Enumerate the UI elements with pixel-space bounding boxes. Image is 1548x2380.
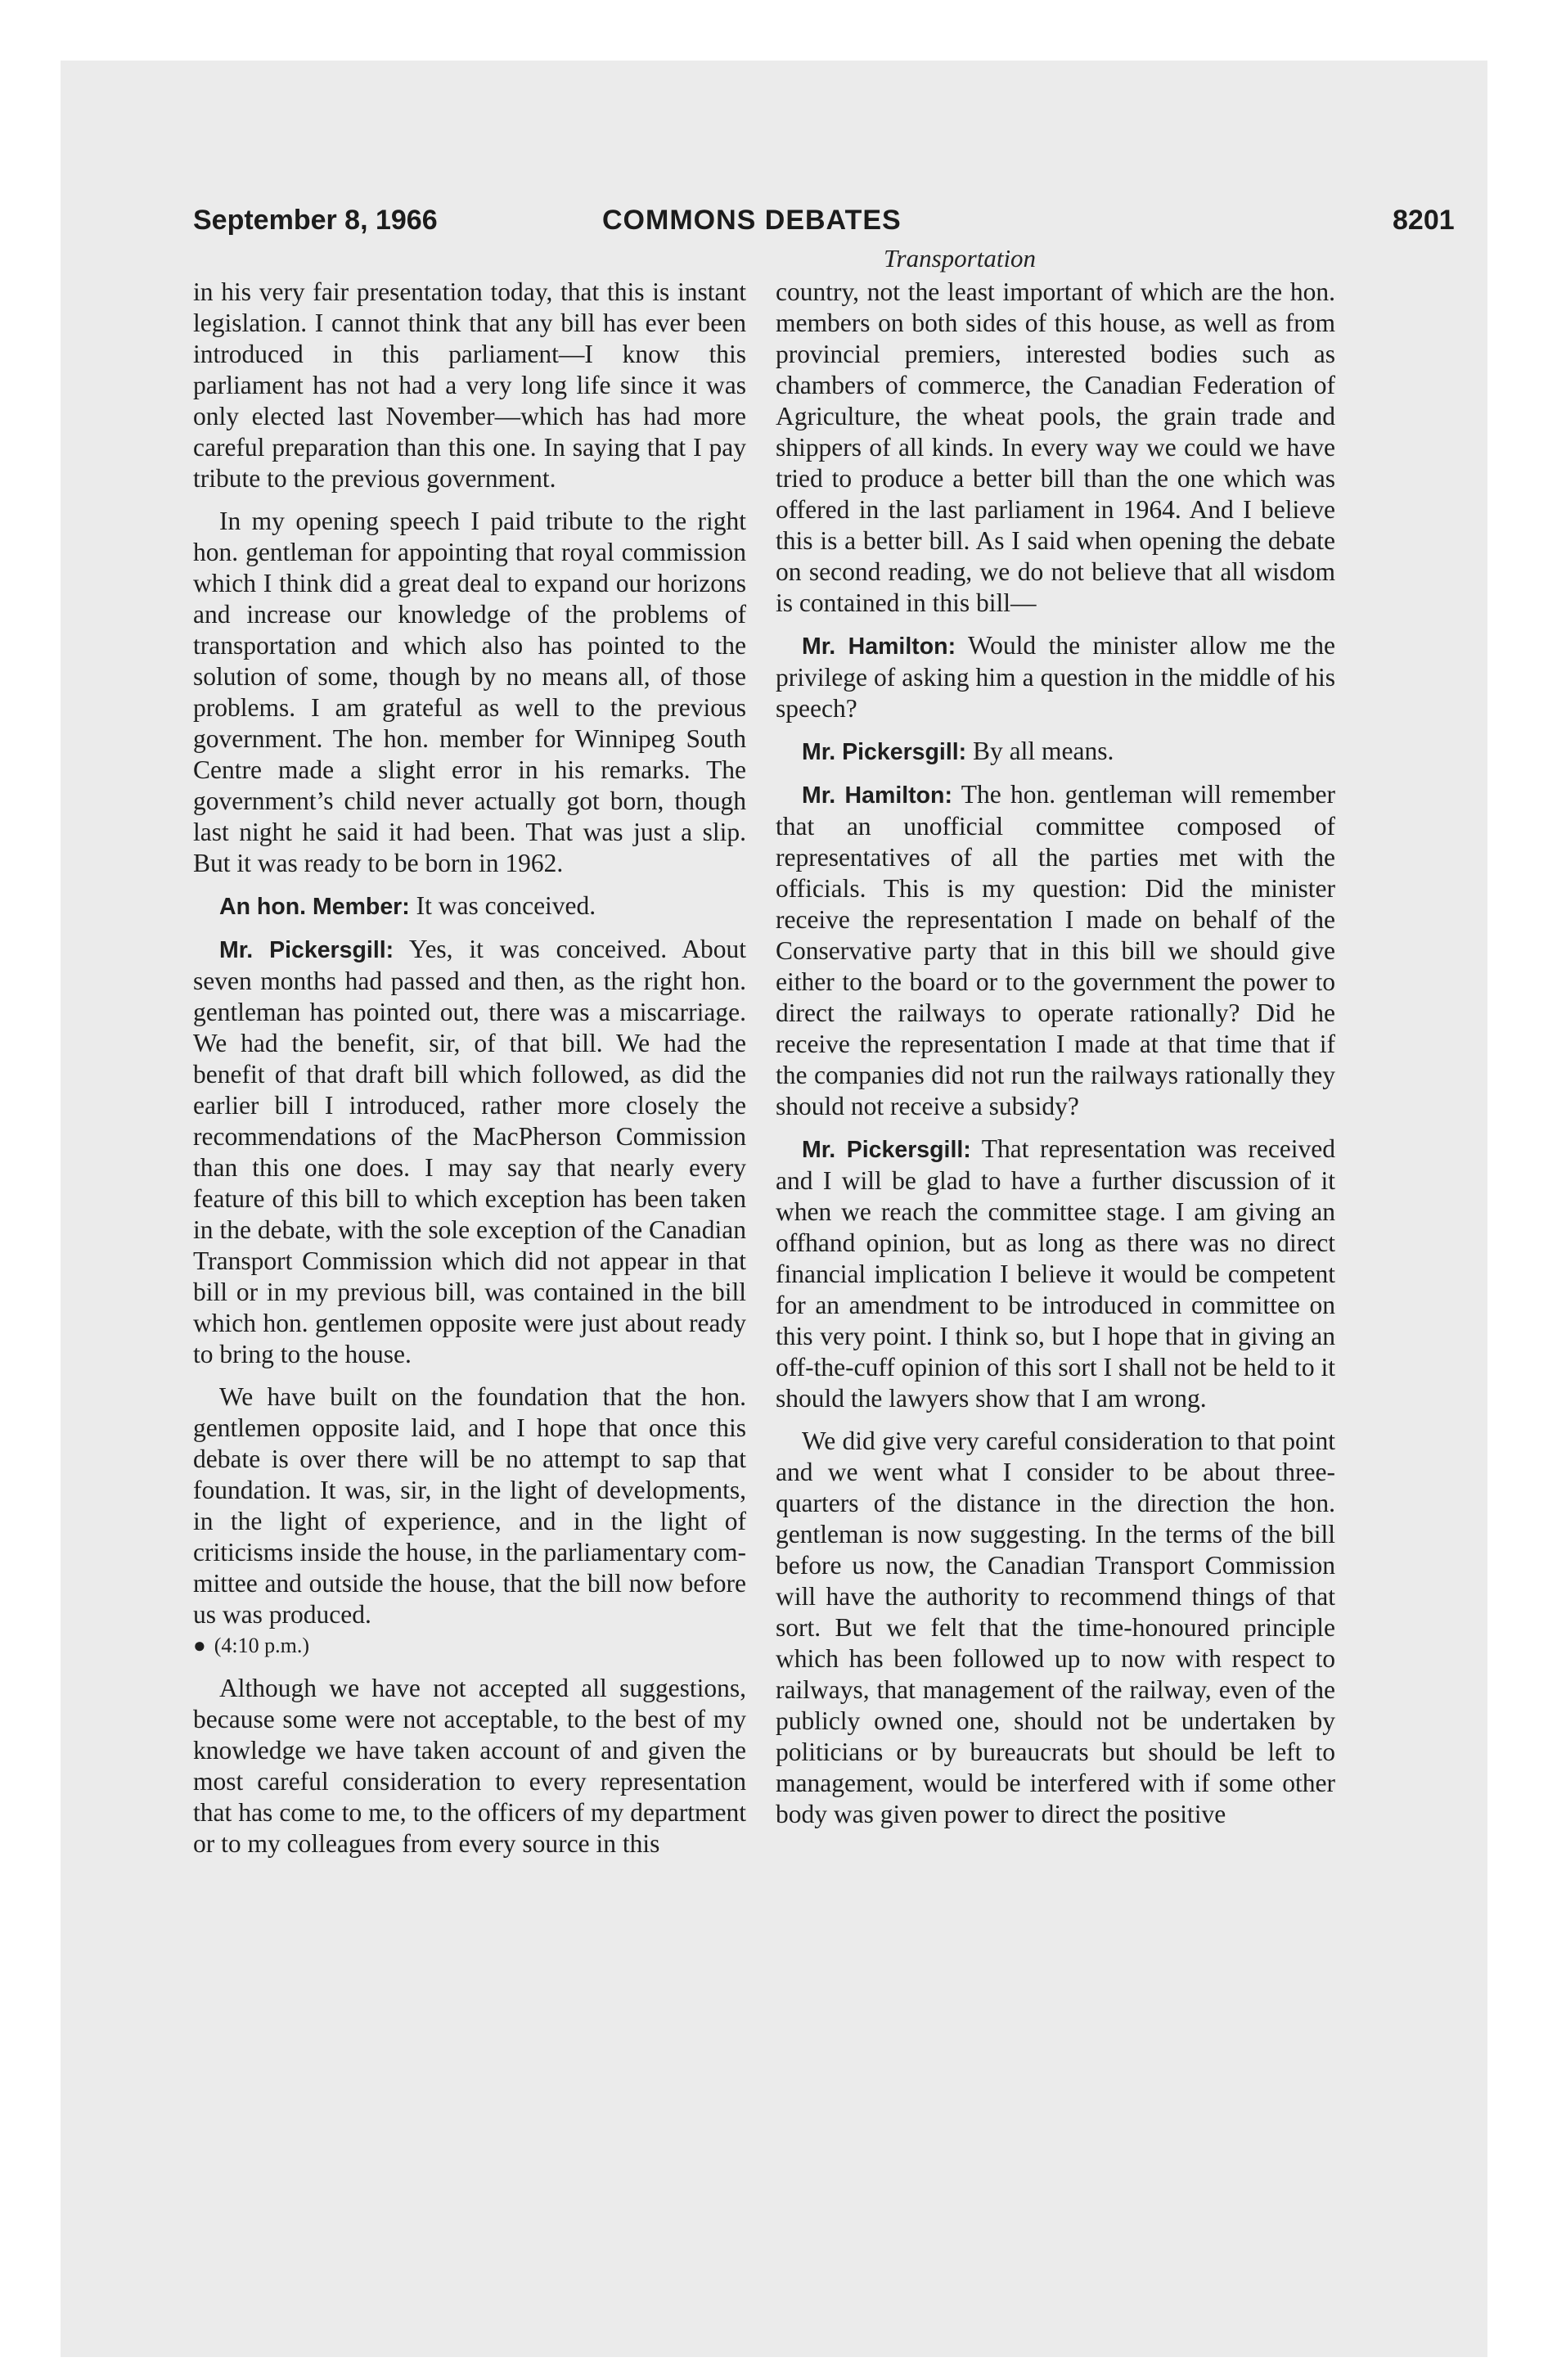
speech-paragraph	[776, 1134, 1335, 1414]
header-date: September 8, 1966	[193, 205, 438, 236]
speech-text: Yes, it was conceived. About seven months had passed and then, as the right hon. gentleman has pointed out, there was a miscarriage. We had the benefit, sir, of that bill. We had the benefit of that draft bill which followed, as did the earlier bill I introduced, rather more closely the recommendations of the MacPherson Commission than this one does. I may say that nearly every feature of this bill to which exception has been taken in the debate, with the sole exception of the Canadian Transport Commission which did not appear in that bill or in my previous bill, was contained in the bill which hon. gentlemen opposite were just about ready to bring to the house.	[193, 935, 747, 1368]
time-marker	[193, 1630, 746, 1661]
speech-paragraph	[776, 630, 1335, 724]
paragraph: country, not the least important of which are the hon. members on both sides of this house, as well as from provincial premiers, interested bodies such as chambers of commerce, the Canadian Federation of Agriculture, the wheat pools, the grain trade and shippers of all kinds. In every way we could we have tried to produce a better bill than the one which was offered in the last parliament in 1964. And I believe this is a better bill. As I said when opening the debate on second reading, we do not believe that all wisdom is contained in this bill—	[776, 277, 1335, 617]
speaker-name: Mr. Hamilton:	[802, 782, 952, 809]
header-title: COMMONS DEBATES	[602, 205, 902, 236]
speaker-name: An hon. Member:	[219, 894, 410, 920]
page-number: 8201	[1393, 205, 1455, 236]
speech-text: By all means.	[973, 737, 1114, 765]
left-column	[193, 277, 746, 1859]
time-text: (4:10 p.m.)	[214, 1634, 309, 1657]
paragraph: In my opening speech I paid tribute to the right hon. gentleman for appointing that royal commission which I think did a great deal to expand our horizons and increase our knowledge of the problems of transportation and which also has pointed to the solution of some, though by no means all, of those problems. I am grateful as well to the previous government. The hon. member for Winnipeg South Centre made a slight error in his remarks. The government’s child never actually got born, though last night he said it had been. That was just a slip. But it was ready to be born in 1962.	[193, 507, 746, 877]
speech-text: The hon. gentleman will remember that an unofficial committee composed of representatives of all the parties met with the officials. This is my question: Did the minister receive the representation I made on behalf of the Conservative party that in this bill we should give either to the board or to the government the power to direct the railways to operate rationally? Did he receive the representation I made at that time that if the companies did not run the railways rationally they should not receive a subsidy?	[776, 780, 1335, 1120]
speech-paragraph	[776, 779, 1335, 1122]
speaker-name: Mr. Pickersgill:	[219, 937, 394, 963]
speech-text: It was conceived.	[416, 891, 596, 920]
bullet-icon: ●	[193, 1634, 206, 1657]
right-column	[776, 277, 1335, 1830]
speaker-name: Mr. Hamilton:	[802, 633, 956, 660]
speech-text: That representation was received and I will be glad to have a further discussion of it when we reach the committee stage. I am giving an offhand opinion, but as long as there was no direct financial implication I believe it would be competent for an amendment to be introduced in committee on this very point. I think so, but I hope that in giving an off-the-cuff opinion of this sort I shall not be held to it should the lawyers show that I am wrong.	[776, 1134, 1336, 1413]
speech-paragraph	[776, 736, 1335, 768]
paragraph: in his very fair presentation today, that this is instant legislation. I cannot think that any bill has ever been introduced in this parliament—I know this parliament has not had a very long life since it was only elected last November—which has had more careful preparation than this one. In saying that I pay tribute to the previous government.	[193, 277, 746, 493]
speaker-name: Mr. Pickersgill:	[802, 739, 967, 765]
speaker-name: Mr. Pickersgill:	[802, 1137, 971, 1163]
speech-paragraph	[193, 890, 746, 922]
paragraph: We did give very careful consideration to that point and we went what I consider to be about three-quarters of the distance in the direction the hon. gentleman is now suggesting. In the terms of the bill before us now, the Canadian Transport Commission will have the authority to recommend things of that sort. But we felt that the time-honoured principle which has been followed up to now with respect to railways, that management of the railway, even of the publicly owned one, should not be undertaken by politicians or by bureaucrats but should be left to management, would be interfered with if some other body was given power to direct the positive	[776, 1427, 1335, 1828]
speech-text: Would the minister allow me the privilege of asking him a question in the middle of his speech?	[776, 631, 1335, 723]
paragraph: Although we have not accepted all suggestions, because some were not acceptable, to the best of my knowledge we have taken account of and given the most careful consideration to every representation that has come to me, to the officers of my department or to my colleagues from every source in this	[193, 1674, 746, 1858]
section-heading: Transportation	[884, 244, 1037, 273]
speech-paragraph	[193, 934, 746, 1370]
paragraph: We have built on the foundation that the hon. gentlemen opposite laid, and I hope that once this debate is over there will be no attempt to sap that foundation. It was, sir, in the light of developments, in the light of experience, and in the light of criticisms inside the house, in the parliamentary committee and outside the house, that the bill now before us was produced.	[193, 1382, 746, 1629]
